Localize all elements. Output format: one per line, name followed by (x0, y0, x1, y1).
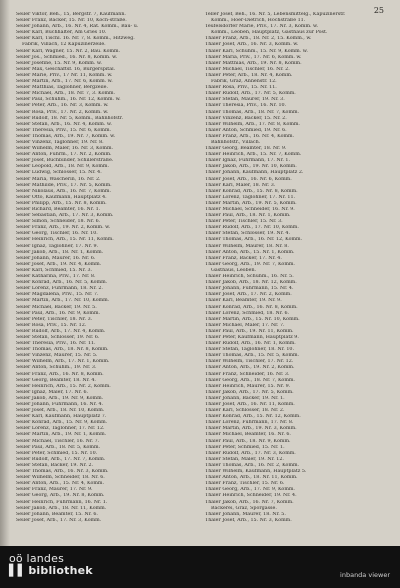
directory-entry: Seiler Josef, Buchbinder, Schillerstraße. (16, 158, 114, 164)
directory-entry: Thaler Matthias, Arb., 19. Nr. 8, Komm. (205, 60, 302, 66)
directory-entry: Seiler Jakob, Arb., 18. Nr. 1, Komm. (16, 249, 104, 255)
directory-entry: Seiler Philipp, Arb., 15. Nr. 8, Komm. (16, 200, 107, 206)
directory-entry: Bahnhofstr., Villach. (211, 139, 261, 145)
directory-entry: Thaler Jakob, Arb., 19. Nr. 10, Komm. (205, 164, 297, 170)
directory-entry: Thaler Anton, Arb., 15. Nr. 1, Komm. (205, 249, 295, 255)
directory-entry: Teufelsdorfer Marie, Priv., 17. Nr. 3, Komm. w. (205, 24, 319, 30)
directory-entry: Seiler Josef, Arb., 19. Nr. 4, Komm. (16, 261, 102, 267)
directory-entry: Seiler Jos., Schmied., 16. Nr. 8, Komm. w. (16, 54, 118, 60)
directory-entry: Komm., Leoben, Hauptplatz, Gasthaus zur Post. (211, 30, 328, 36)
logo-line-1: oö landes (9, 552, 65, 565)
directory-entry: Seiler Franz, Maurer, 17. Nr. 9. (16, 487, 93, 493)
directory-entry: Seiler Anton, Fuhrm., 17. Nr. 2, Komm. (16, 152, 112, 158)
directory-entry: Seiler Marie, Priv., 17 Nr. 11, Komm. w. (16, 72, 113, 78)
directory-entry: Seiler Thomas, Arb., 19. Nr. 7, Komm. w. (16, 133, 116, 139)
directory-entry: Thaler Thomas, Arb., 16. Nr. 2, Komm. (205, 462, 300, 468)
directory-entry: Seiler Franz, Arb., 19. Nr. 2, Komm. w. (16, 225, 111, 231)
directory-entry: Thaler Johann, Bäcker, 19. Nr. 1. (205, 395, 285, 401)
directory-entry: Thaler Martin, Arb., 19. Nr. 5, Komm. (205, 200, 297, 206)
directory-entry: Seiler Michael, Arb., 18. Nr. 7, 3. Komm. (16, 91, 116, 97)
directory-entry: Thaler Johann, Kaufmann, Hauptplatz 2. (205, 170, 304, 176)
directory-entry: Seiler Leopold, Arb., 18. Nr. 9, Komm. (16, 164, 110, 170)
logo-line-2-text: bibliothek (28, 564, 93, 577)
directory-entry: Seiler Karl, Wagner, 15. Nr. 2, Bau. Komm. (16, 48, 121, 54)
directory-entry: Thaler Josef, Arb., 16. Nr. 6, Komm. (205, 176, 292, 182)
directory-entry: Thaler Konrad, Arb., 15. Nr. 8, Komm. (205, 188, 298, 194)
directory-entry: Thaler Karl, Maler, 18. Nr. 3. (205, 182, 276, 188)
directory-entry: Seiler Stefan, Arb., 16. Nr. 4, Komm. w. (16, 121, 112, 127)
directory-entry: Thaler Franz, Schneider, 16. Nr. 3. (205, 371, 290, 377)
directory-entry: Thaler Wilhelm, Tischler, 17. Nr. 12. (205, 359, 294, 365)
directory-entry: Seiler Georg, Beamter, 18. Nr. 4. (16, 377, 96, 383)
directory-entry: Seiler Lorenz, Fuhrmann, 18. Nr. 2. (16, 286, 103, 292)
viewer-label[interactable]: inbanda viewer (340, 571, 390, 579)
directory-entry: Seiler Matthias, Taglöhner, Bergzeile. (16, 85, 109, 91)
directory-entry: Seiler Franz, Arb., 16. Nr. 8, Komm. (16, 371, 104, 377)
directory-entry: Seiler Vinzenz, Taglöhner, 19. Nr. 8. (16, 139, 104, 145)
directory-entry: Seiler Maria, Wäscherin, 16. Nr. 2. (16, 176, 101, 182)
directory-entry: Thaler Josef, Arb., 16. Nr. 11, Komm. (205, 402, 295, 407)
directory-entry: Seiler Karl, Buchhalter, Am Gries 10. (16, 30, 107, 36)
directory-entry: Thaler Franz, Tischler, 15. Nr. 6. (205, 481, 285, 487)
directory-entry: Thaler Johann, Maurer, 18. Nr. 5. (205, 511, 286, 517)
directory-entry: Seiler Rudolf, Arb., 17. Nr. 7, Komm. (16, 456, 106, 462)
directory-entry: Thaler Paul, Arb., 18. Nr. 9, Komm. (205, 438, 291, 444)
directory-entry: Komm., Hoer-Dietrich, Hochstraße 11. (211, 18, 306, 24)
directory-entry: Thaler Peter, Arb., 18. Nr. 4, Komm. (205, 72, 293, 78)
directory-entry: Seiler Martin, Arb., 17. Nr. 6, Komm. w. (16, 79, 113, 85)
directory-entry: Seiler Max, Geschäftsf. 16, Bürgerspital. (16, 66, 116, 72)
directory-entry: Thaler Peter, Tischler, 15. Nr. 3. (205, 219, 283, 225)
directory-entry: Seiler Heinrich, Arb., 15. Nr. 2, Komm. (16, 383, 111, 389)
directory-entry: Thaler Michael, Beamter, 16. Nr. 6. (205, 432, 291, 438)
directory-entry: Thaler Karl, Beamter, 19. Nr. 9. (205, 298, 282, 304)
directory-entry: Seiler Katharina, Priv., 17. Nr. 8. (16, 274, 96, 280)
directory-entry: Thaler Wilhelm, Arb., 17. Nr. 8, Komm. (205, 121, 300, 127)
directory-entry: Thaler Rudolf, Arb., 17. Nr. 5, Komm. (205, 91, 296, 97)
directory-entry: Seiler Johann, Beamter, 15. Nr. 6. (16, 511, 98, 517)
directory-entry: Thaler Peter, Kaufmann, Hauptplatz 9. (205, 334, 299, 340)
library-logo[interactable] (9, 553, 93, 577)
directory-entry: Thaler Karl, Schuhm., 15. Nr. 9, Komm. w. (205, 48, 308, 54)
directory-entry: Seiler Karl, Tischl. 16. Nr. 7, 8. Komm., Hitzweg. (16, 36, 135, 42)
directory-entry: Seiler Jakob, Arb., 18. Nr. 11, Komm. (16, 505, 107, 511)
directory-entry: Thaler Franz, Bäcker, 17. Nr. 4. (205, 255, 282, 261)
directory-entry: Seiler Heinrich, Fuhrmann, 16. Nr. 1. (16, 499, 108, 505)
directory-entry: Thaler Johann, Fuhrmann, 15. Nr. 4. (205, 286, 294, 292)
directory-entry: Thaler Michael, Maler, 17. Nr. 7. (205, 322, 285, 328)
directory-entry: Seiler Viktor, Beh., 15, Bergstr. 7, Kaufmann. (16, 12, 126, 17)
directory-entry: Thaler Michael, Tischler, 16. Nr. 2. (205, 66, 290, 72)
directory-entry: Fabrik, Graz, Annenstr. 12. (211, 79, 277, 85)
directory-entry: Thaler Rudolf, Arb., 17. Nr. 3, Komm. (205, 450, 296, 456)
directory-entry: Thaler Georg, Arb., 19. Nr. 7, Komm. (205, 261, 295, 267)
directory-entry: Bäckerei, Graz, Sporgasse. (211, 505, 277, 511)
directory-entry: Thaler Thomas, Arb., 15. Nr. 5, Komm. (205, 353, 300, 359)
directory-entry: Thaler Michael, Schneider, 16. Nr. 9. (205, 207, 295, 212)
directory-entry: Seiler Ignaz, Taglöhner, 17. Nr. 9. (16, 243, 99, 249)
directory-entry: Seiler Richard, Beamter, 16. Nr. 1. (16, 207, 101, 212)
directory-entry: Seiler Johann, Fuhrmann, 16. Nr. 4. (16, 402, 104, 407)
directory-entry: Thaler Karl, Schlosser, 18. Nr. 2. (205, 408, 285, 414)
directory-entry: Teller Josef, Beh., 16. Nr. 5, Lebensmittelg., Kapuzinerstr. (205, 12, 346, 17)
directory-entry: Thaler Rosa, Priv., 15. Nr. 11. (205, 85, 277, 91)
directory-entry: Thaler Stefan, Maler, 19. Nr. 12. (205, 456, 284, 462)
directory-entry: Seiler Thomas, Arb., 16. Nr. 3, Komm. (16, 469, 109, 475)
directory-entry: Seiler Ludwig, Schlosser, 15. Nr. 4. (16, 170, 102, 176)
directory-entry: Seiler Wilhelm, Schneider, 18. Nr. 6. (16, 475, 105, 481)
directory-entry: Seiler Paul, Arb., 16. Nr. 9, Komm. (16, 310, 101, 316)
directory-entry: Seiler Simon, Schneider, 18. Nr. 6. (16, 219, 101, 225)
directory-entry: Thaler Anton, Schmied, 19. Nr. 6. (205, 127, 287, 133)
directory-entry: Thaler Jakob, Arb., 16. Nr. 7, Komm. (205, 499, 294, 505)
directory-entry: Seiler Johann, Arb., 16. Nr. 4, Rat. Komm., Bau- u. (16, 24, 139, 30)
directory-entry: Seiler Vinzenz, Maurer, 15. Nr. 5. (16, 353, 98, 359)
directory-entry: Seiler Magdalena, Priv., 15. Nr. 7. (16, 292, 99, 298)
directory-entry: Thaler Martin, Arb., 15. Nr. 10, Komm. (205, 316, 300, 322)
right-column (205, 12, 393, 524)
directory-entry: Thaler Thomas, Arb., 16. Nr. 12, Komm. (205, 237, 303, 243)
directory-entry: Seiler Franz, Bäcker, 15. Nr. 10, Koch-straße. (16, 18, 127, 24)
directory-entry: Thaler Rudolf, Arb., 17. Nr. 10, Komm. (205, 225, 299, 231)
directory-entry: Thaler Wilhelm, Maurer, 18. Nr. 8. (205, 243, 289, 249)
directory-entry: Thaler Anton, Arb., 18. Nr. 11, Komm. (205, 475, 298, 481)
directory-entry: Thaler Stefan, Maurer, 19. Nr. 3. (205, 97, 285, 103)
directory-entry: Seiler Georg, Arb., 19. Nr. 8, Komm. (16, 493, 105, 499)
directory-entry: Seiler Mathilde, Priv., 17. Nr. 5, Komm. (16, 182, 112, 188)
directory-entry: Thaler Josef, Arb., 15. Nr. 3, Komm. (205, 517, 292, 523)
directory-entry: Gasthaus, Leoben. (211, 267, 257, 273)
directory-entry: Thaler Georg, Arb., 18. Nr. 7, Komm. (205, 377, 295, 383)
directory-entry: Thaler Georg, Beamter, 18. Nr. 9. (205, 146, 287, 152)
directory-entry: Thaler Peter, Schmied, 15. Nr. 1. (205, 444, 285, 450)
page-number: 25 (373, 6, 384, 15)
logo-line-2 (9, 565, 93, 577)
directory-entry: Thaler Heinrich, Schuhm., 16. Nr. 5. (205, 274, 294, 280)
directory-entry: Thaler Wilhelm, Kaufmann, Hauptplatz 5. (205, 469, 307, 475)
directory-entry: Seiler Sebastian, Arb., 17. Nr. 3, Komm. (16, 213, 114, 219)
directory-entry: Seiler Wilhelm, Maler, 16. Nr. 3, Komm. (16, 146, 114, 152)
directory-entry: Seiler Anton, Schuhm., 19. Nr. 3. (16, 365, 97, 371)
directory-entry: Seiler Peter, Arb., 16. Nr. 3, Komm. w. (16, 103, 109, 109)
directory-entry: Seiler Martin, Arb., 19. Nr. 1, Komm. (16, 432, 107, 438)
directory-entry: Thaler Vinzenz, Bäcker, 15. Nr. 2. (205, 115, 287, 121)
directory-entry: Thaler Rudolf, Arb., 16. Nr. 1, Komm. (205, 341, 296, 347)
directory-entry: Seiler Ignaz, Maler, 17. Nr. 6. (16, 389, 89, 395)
directory-entry: Seiler Martin, Arb., 17. Nr. 10, Komm. (16, 298, 110, 304)
directory-entry: Thaler Konrad, Arb., 15. Nr. 12, Komm. (205, 414, 301, 420)
directory-entry: Seiler Karl, Kaufmann, Hauptplatz 7. (16, 414, 107, 420)
directory-entry: Fabrik, Villach, 12 Kapuzinerzeile. (22, 42, 106, 48)
directory-entry: Thaler Anton, Arb., 19. Nr. 2, Komm. (205, 365, 295, 371)
directory-entry: Seiler Karl, Schmied, 15. Nr. 3. (16, 267, 93, 273)
directory-entry: Thaler Georg, Arb., 17. Nr. 9, Komm. (205, 487, 295, 493)
directory-entry: Seiler Peter, Schmied, 15. Nr. 10. (16, 450, 98, 456)
directory-entry: Thaler Stefan, Schlosser, 19. Nr. 4. (205, 231, 290, 237)
left-column (16, 12, 204, 524)
directory-entry: Seiler Johann, Maurer, 16. Nr. 6. (16, 255, 96, 261)
directory-entry: Seiler Stefan, Bäcker, 19. Nr. 2. (16, 462, 94, 468)
directory-entry: Thaler Ignaz, Fuhrmann, 17. Nr. 1. (205, 158, 291, 164)
directory-entry: Thaler Lorenz, Fuhrmann, 17. Nr. 8. (205, 420, 294, 426)
directory-entry: Seiler Nikolaus, Arb., 16. Nr. 7, Komm. (16, 188, 112, 194)
directory-entry: Seiler Georg, Tischler, 16. Nr. 10. (16, 231, 98, 237)
directory-entry: Seiler Lorenz, Taglöhner, 17. Nr. 12. (16, 426, 105, 432)
directory-entry: Seiler Josef, Arb., 18. Nr. 10, Komm. (16, 408, 105, 414)
directory-entry: Thaler Jakob, Arb., 18. Nr. 12, Komm. (205, 280, 297, 286)
directory-entry: Thaler Josef, Arb., 17. Nr. 2, Komm. (205, 292, 292, 298)
directory-entry: Seiler Stefan, Schlosser, 19. Nr. 6. (16, 334, 100, 340)
directory-entry: Thaler Lorenz, Schmied, 18. Nr. 6. (205, 310, 290, 316)
directory-entry: Thaler Konrad, Arb., 16. Nr. 8, Komm. (205, 304, 298, 310)
directory-entry: Thaler Franz, Arb., 16. Nr. 4, Komm. (205, 133, 295, 139)
directory-entry: Thaler Maria, Priv., 17. Nr. 6, Komm. w. (205, 54, 302, 60)
directory-entry: Seiler Michael, Tischler, 16. Nr. 7. (16, 438, 100, 444)
directory-entry: Seiler Rosa, Priv., 17. Nr. 2, Komm. w. (16, 109, 109, 115)
directory-entry: Seiler Josef, Arb., 17. Nr. 3, Komm. (16, 517, 102, 523)
directory-entry: Seiler Peter, Tischler, 18. Nr. 3. (16, 316, 93, 322)
directory-entry: Thaler Thomas, Arb., 18. Nr. 7, Komm. (205, 109, 300, 115)
directory-entry: Thaler Josef, Arb., 16. Nr. 3, Komm. w. (205, 42, 299, 48)
directory-entry: Thaler Jakob, Arb., 17. Nr. 5, Komm. (205, 389, 294, 395)
directory-entry: Seiler Rudolf, Arb., 17. Nr. 4, Komm. (16, 328, 106, 334)
directory-entry: Thaler Paul, Arb., 18. Nr. 1, Komm. (205, 213, 291, 219)
directory-entry: Thaler Heinrich, Arb., 15. Nr. 7, Komm. (205, 152, 302, 158)
directory-entry: Seiler Konrad, Arb., 16. Nr. 5, Komm. (16, 280, 108, 286)
directory-entry: Thaler Martin, Arb., 19. Nr. 3, Komm. (205, 426, 297, 432)
directory-entry: Thaler Theresia, Priv., 16. Nr. 10. (205, 103, 287, 109)
directory-entry: Seiler Michael, Bäcker, 19. Nr. 5. (16, 304, 97, 310)
directory-entry: Thaler Lorenz, Taglöhner, 17. Nr. 11. (205, 194, 296, 200)
directory-entry: Seiler Paul, Arb., 18. Nr. 5, Komm. (16, 444, 101, 450)
directory-entry: Thaler Heinrich, Maurer, 15. Nr. 9. (205, 383, 291, 389)
directory-entry: Seiler Josefine, 15. Nr. 9, Komm. w. (16, 60, 102, 66)
directory-entry: Seiler Otto, Kaufmann, Hauptplatz 4. (16, 194, 107, 200)
directory-entry: Seiler Rosa, Priv., 15. Nr. 12. (16, 322, 87, 328)
directory-entry: Seiler Heinrich, Arb., 15. Nr. 11, Komm. (16, 237, 114, 243)
directory-entry: Thaler Paul, Arb., 19. Nr. 11, Komm. (205, 328, 294, 334)
directory-entry: Seiler Theresia, Priv., 16. Nr. 11. (16, 341, 96, 347)
logo-bars-icon: ▌▌ (9, 564, 27, 577)
directory-entry: Seiler Konrad, Arb., 15. Nr. 9, Komm. (16, 420, 108, 426)
directory-entry: Seiler Wilhelm, Arb., 17. Nr. 1, Komm. (16, 359, 110, 365)
directory-entry: Thaler Stefan, Taglöhner, 18. Nr. 10. (205, 347, 294, 353)
directory-entry: Seiler Anton, Arb., 15. Nr. 4, Komm. (16, 481, 104, 487)
directory-entry: Seiler Rudolf, 18. Nr. 5, Komm., Bahnhofstr. (16, 115, 123, 121)
directory-entry: Thaler Heinrich, Schneider, 19. Nr. 4. (205, 493, 297, 499)
directory-entry: Seiler Jakob, Arb., 19. Nr. 9, Komm. (16, 395, 104, 401)
directory-entry: Thaler Franz, Arb., 18. Nr. 2, 15. Komm., w. (205, 36, 312, 42)
directory-entry: Seiler Paul, Schuhm., 16. Nr. 12, Komm. w. (16, 97, 121, 103)
directory-entry: Seiler Theresia, Priv., 15. Nr. 6, Komm. (16, 127, 112, 133)
directory-entry: Seiler Thomas, Arb., 18. Nr. 8, Komm. (16, 347, 109, 353)
